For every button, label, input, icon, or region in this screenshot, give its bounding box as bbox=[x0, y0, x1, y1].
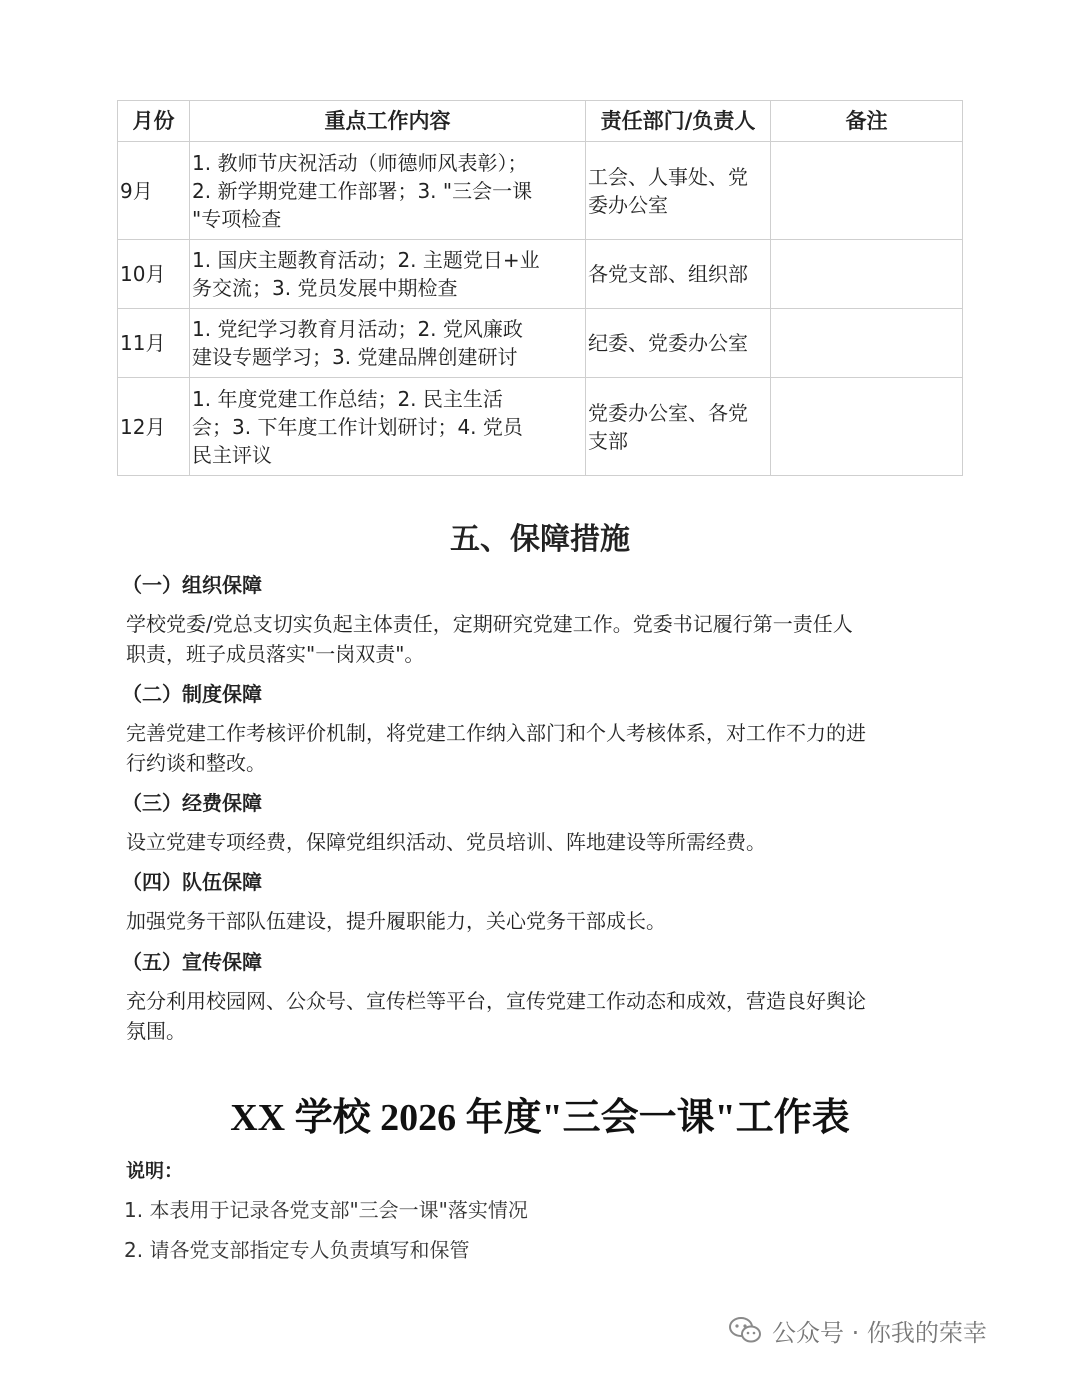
content-cell bbox=[190, 378, 586, 476]
paragraph bbox=[126, 718, 958, 778]
month-cell: 10月 bbox=[118, 240, 190, 309]
section-title: 五、保障措施 bbox=[450, 522, 630, 557]
paragraph-line: 行约谈和整改。 bbox=[126, 751, 266, 775]
watermark-text: 公众号 · 你我的荣幸 bbox=[772, 1318, 987, 1347]
paragraph bbox=[126, 906, 958, 936]
dept-line: 各党支部、组织部 bbox=[588, 262, 748, 286]
table-header-row bbox=[118, 101, 963, 142]
paragraph-line: 完善党建工作考核评价机制，将党建工作纳入部门和个人考核体系，对工作不力的进 bbox=[126, 721, 866, 745]
content-line: 1. 年度党建工作总结；2. 民主生活 bbox=[192, 386, 503, 411]
content-cell bbox=[190, 240, 586, 309]
month-cell: 9月 bbox=[118, 142, 190, 240]
content-line: 1. 党纪学习教育月活动；2. 党风廉政 bbox=[192, 317, 523, 341]
subsection-heading: （四）队伍保障 bbox=[122, 870, 262, 894]
paragraph-line: 充分利用校园网、公众号、宣传栏等平台，宣传党建工作动态和成效，营造良好舆论 bbox=[126, 989, 866, 1013]
dept-cell bbox=[586, 142, 771, 240]
dept-cell bbox=[586, 240, 771, 309]
content-line: 民主评议 bbox=[192, 442, 272, 467]
worksheet-title: XX 学校 2026 年度"三会一课"工作表 bbox=[230, 1097, 850, 1139]
header-content: 重点工作内容 bbox=[190, 101, 586, 142]
content-line: 会；3. 下年度工作计划研讨；4. 党员 bbox=[192, 414, 523, 439]
month-cell: 11月 bbox=[118, 309, 190, 378]
content-line: 1. 国庆主题教育活动；2. 主题党日+业 bbox=[192, 248, 540, 272]
paragraph-line: 设立党建专项经费，保障党组织活动、党员培训、阵地建设等所需经费。 bbox=[126, 830, 766, 854]
paragraph-line: 加强党务干部队伍建设，提升履职能力，关心党务干部成长。 bbox=[126, 909, 666, 933]
note-item: 1. 本表用于记录各党支部"三会一课"落实情况 bbox=[124, 1198, 528, 1222]
header-month: 月份 bbox=[118, 101, 190, 142]
note-cell bbox=[771, 309, 963, 378]
header-note: 备注 bbox=[771, 101, 963, 142]
dept-line: 支部 bbox=[588, 428, 628, 453]
table-row bbox=[118, 378, 963, 476]
dept-line: 工会、人事处、党 bbox=[588, 164, 748, 189]
content-line: "专项检查 bbox=[192, 206, 282, 231]
paragraph bbox=[126, 609, 958, 669]
note-cell bbox=[771, 142, 963, 240]
dept-cell bbox=[586, 378, 771, 476]
header-dept: 责任部门/负责人 bbox=[586, 101, 771, 142]
note-cell bbox=[771, 378, 963, 476]
paragraph bbox=[126, 827, 958, 857]
content-line: 2. 新学期党建工作部署；3. "三会一课 bbox=[192, 178, 533, 203]
watermark bbox=[728, 1310, 987, 1350]
table-row bbox=[118, 142, 963, 240]
dept-line: 纪委、党委办公室 bbox=[588, 331, 748, 355]
content-cell bbox=[190, 142, 586, 240]
wechat-icon bbox=[728, 1316, 762, 1344]
dept-line: 党委办公室、各党 bbox=[588, 400, 748, 425]
paragraph-line: 职责，班子成员落实"一岗双责"。 bbox=[126, 642, 425, 666]
table-row bbox=[118, 240, 963, 309]
note-label: 说明： bbox=[126, 1160, 184, 1182]
subsection-heading: （五）宣传保障 bbox=[122, 950, 262, 974]
table-row bbox=[118, 309, 963, 378]
content-line: 务交流；3. 党员发展中期检查 bbox=[192, 276, 458, 300]
month-cell: 12月 bbox=[118, 378, 190, 476]
work-plan-table bbox=[117, 100, 963, 476]
dept-cell bbox=[586, 309, 771, 378]
paragraph-line: 学校党委/党总支切实负起主体责任，定期研究党建工作。党委书记履行第一责任人 bbox=[126, 612, 853, 636]
subsection-heading: （二）制度保障 bbox=[122, 682, 262, 706]
subsection-heading: （三）经费保障 bbox=[122, 791, 262, 815]
note-item: 2. 请各党支部指定专人负责填写和保管 bbox=[124, 1238, 470, 1262]
dept-line: 委办公室 bbox=[588, 192, 668, 217]
subsection-heading: （一）组织保障 bbox=[122, 573, 262, 597]
content-cell bbox=[190, 309, 586, 378]
paragraph-line: 氛围。 bbox=[126, 1019, 186, 1043]
paragraph bbox=[126, 986, 958, 1046]
note-cell bbox=[771, 240, 963, 309]
content-line: 1. 教师节庆祝活动（师德师风表彰）； bbox=[192, 150, 528, 175]
content-line: 建设专题学习；3. 党建品牌创建研讨 bbox=[192, 345, 518, 369]
